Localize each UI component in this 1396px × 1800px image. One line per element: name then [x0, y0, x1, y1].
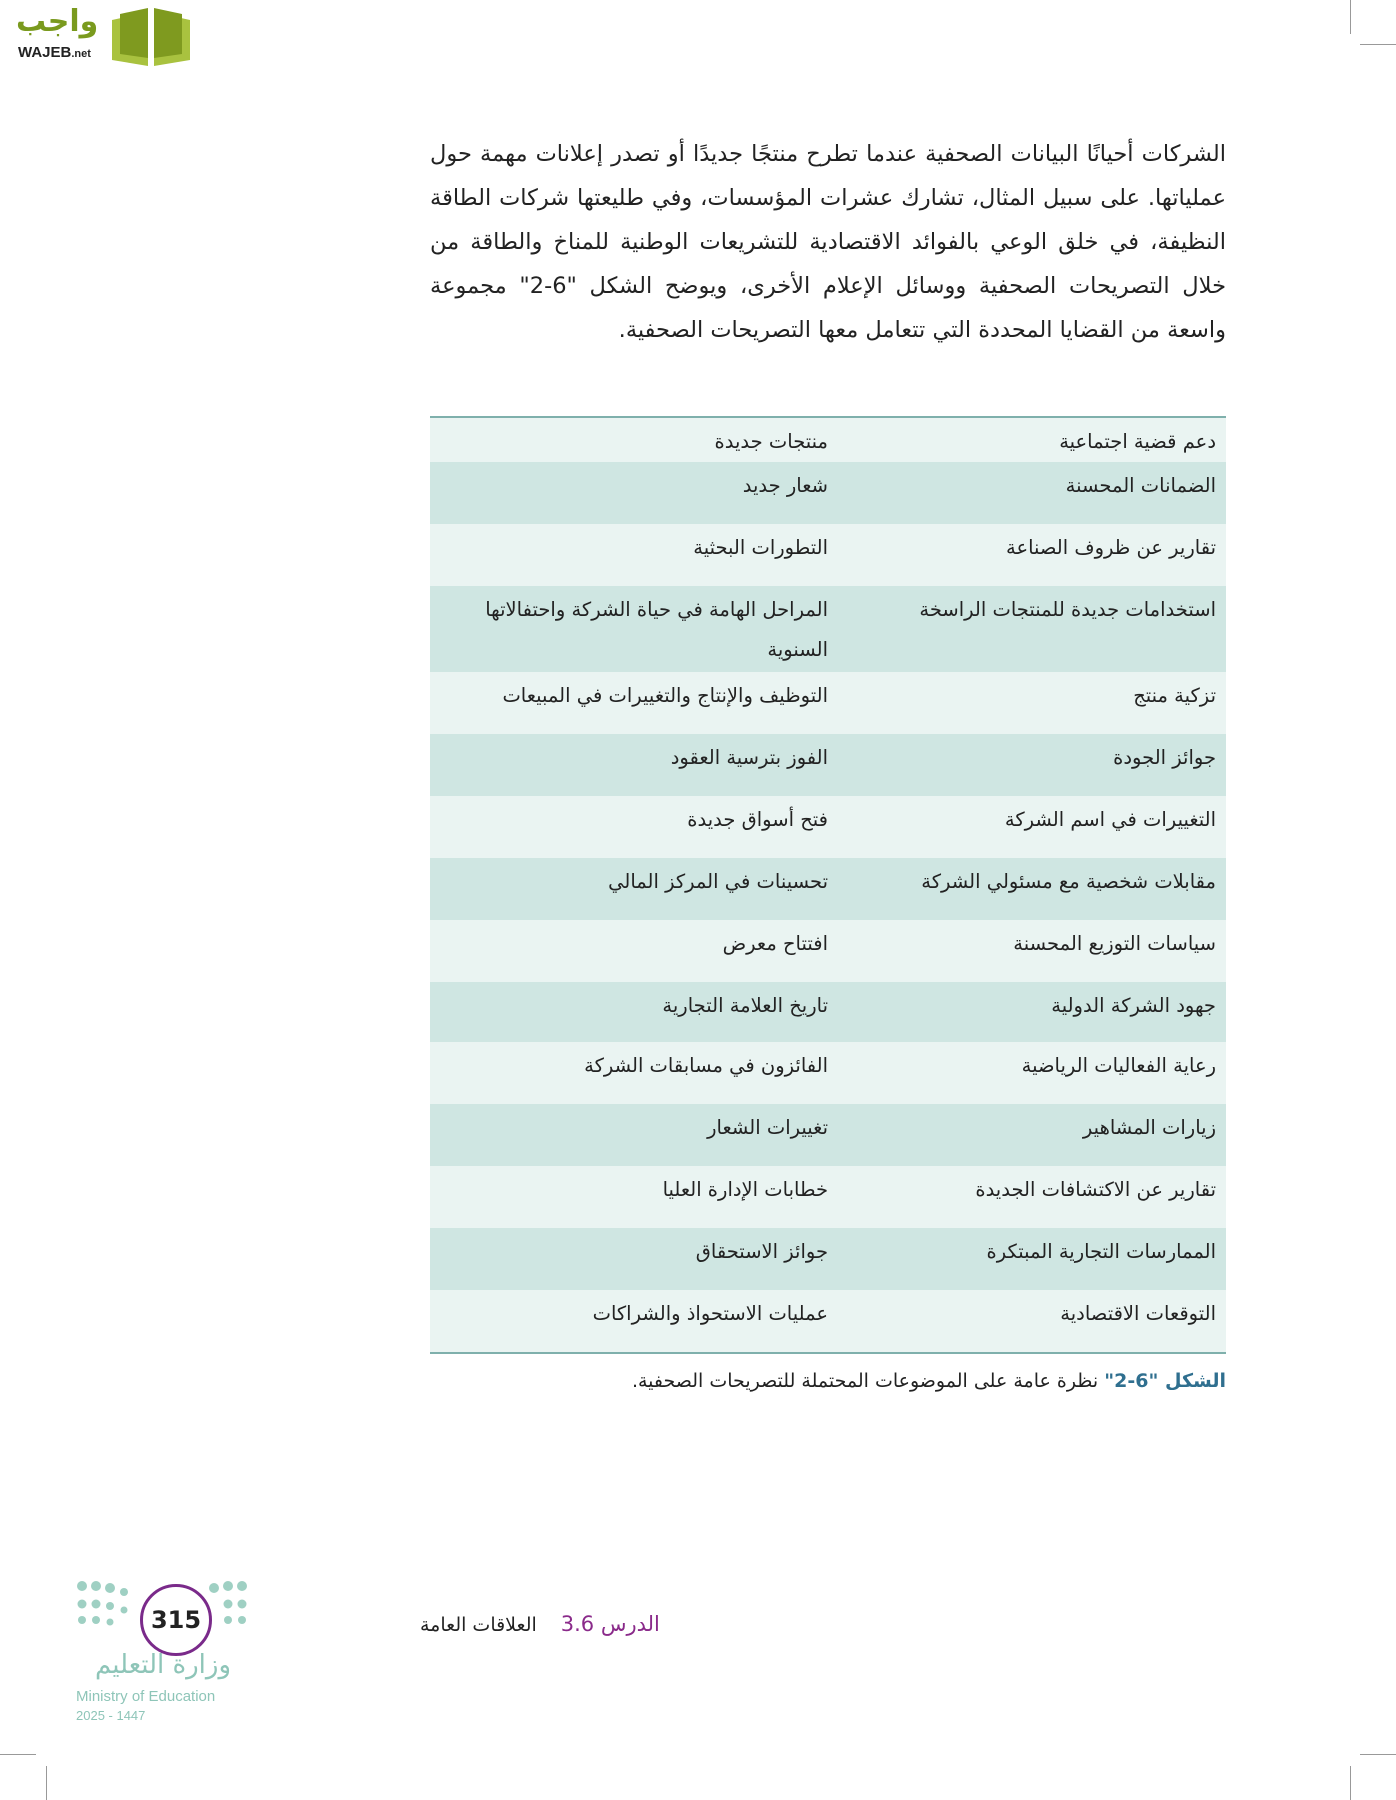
topic-cell-right: تزكية منتج: [1133, 684, 1216, 707]
topic-cell-left: فتح أسواق جديدة: [687, 808, 828, 831]
topic-cell-left: التوظيف والإنتاج والتغييرات في المبيعات: [502, 684, 828, 707]
topic-cell-right: الضمانات المحسنة: [1065, 474, 1216, 497]
ministry-logo: [74, 1578, 250, 1738]
topic-cell-left: المراحل الهامة في حياة الشركة واحتفالاتها السنوية: [485, 598, 828, 661]
press-topics-table: [430, 416, 1226, 1354]
topic-cell-left: تحسينات في المركز المالي: [608, 870, 828, 893]
logo-latin-text: WAJEB: [18, 44, 72, 61]
figure-label: الشكل "6-2": [1104, 1370, 1226, 1392]
table-row: [430, 524, 1226, 586]
topic-cell-left: افتتاح معرض: [722, 932, 828, 955]
table-row: [430, 586, 1226, 672]
table-row: [430, 418, 1226, 462]
body-paragraph: الشركات أحيانًا البيانات الصحفية عندما تطرح منتجًا جديدًا أو تصدر إعلانات مهمة حول عملياتها. على سبيل المثال، تشارك عشرات المؤسسات، وفي طليعتها شركات الطاقة النظيفة، في خلق الوعي بالفوائد الاقتصادية للتشريعات الوطنية للمناخ والطاقة من خلال التصريحات الصحفية ووسائل الإعلام الأخرى، ويوضح الشكل "6-2" مجموعة واسعة من القضايا المحددة التي تتعامل معها التصريحات الصحفية.: [430, 141, 1226, 343]
topic-cell-right: استخدامات جديدة للمنتجات الراسخة: [919, 598, 1216, 621]
logo-suffix: .net: [71, 48, 91, 60]
topic-cell-left: شعار جديد: [742, 474, 828, 497]
table-row: [430, 1228, 1226, 1290]
topic-cell-left: خطابات الإدارة العليا: [662, 1178, 828, 1201]
logo-arabic: واجب: [16, 4, 99, 39]
table-row: [430, 1290, 1226, 1352]
table-row: [430, 1166, 1226, 1228]
topic-cell-left: تغييرات الشعار: [707, 1116, 828, 1139]
academic-year: 2025 - 1447: [76, 1708, 146, 1723]
topic-cell-right: دعم قضية اجتماعية: [1059, 430, 1216, 453]
logo-latin: [18, 44, 91, 61]
ministry-arabic: وزارة التعليم: [94, 1650, 232, 1680]
topic-cell-right: التوقعات الاقتصادية: [1060, 1302, 1216, 1325]
figure-caption: [430, 1370, 1226, 1392]
ministry-english: Ministry of Education: [76, 1688, 216, 1705]
topic-cell-right: زيارات المشاهير: [1082, 1116, 1216, 1139]
topic-cell-left: منتجات جديدة: [714, 430, 828, 453]
topic-cell-right: تقارير عن الاكتشافات الجديدة: [975, 1178, 1216, 1201]
topic-cell-right: جوائز الجودة: [1113, 746, 1216, 769]
topic-cell-right: مقابلات شخصية مع مسئولي الشركة: [921, 870, 1216, 893]
topic-cell-left: عمليات الاستحواذ والشراكات: [592, 1302, 828, 1325]
lesson-title: العلاقات العامة: [420, 1614, 537, 1636]
topic-cell-right: سياسات التوزيع المحسنة: [1013, 932, 1216, 955]
topic-cell-left: الفائزون في مسابقات الشركة: [584, 1054, 828, 1077]
topic-cell-right: تقارير عن ظروف الصناعة: [1005, 536, 1216, 559]
topic-cell-left: جوائز الاستحقاق: [695, 1240, 828, 1263]
topic-cell-right: جهود الشركة الدولية: [1051, 994, 1216, 1017]
table-row: [430, 734, 1226, 796]
figure-caption-text: نظرة عامة على الموضوعات المحتملة للتصريحات الصحفية.: [631, 1370, 1105, 1392]
topic-cell-right: الممارسات التجارية المبتكرة: [986, 1240, 1216, 1263]
table-row: [430, 858, 1226, 920]
wajeb-logo: [8, 4, 194, 68]
table-row: [430, 796, 1226, 858]
topic-cell-right: التغييرات في اسم الشركة: [1004, 808, 1216, 831]
lesson-footer: [420, 1612, 660, 1636]
table-row: [430, 1042, 1226, 1104]
table-row: [430, 920, 1226, 982]
lesson-label: الدرس 3.6: [560, 1612, 660, 1636]
topic-cell-right: رعاية الفعاليات الرياضية: [1021, 1054, 1216, 1077]
book-icon: [108, 6, 194, 68]
topic-cell-left: تاريخ العلامة التجارية: [662, 994, 828, 1017]
topic-cell-left: الفوز بترسية العقود: [670, 746, 828, 769]
topic-cell-left: التطورات البحثية: [693, 536, 828, 559]
page-number: 315: [140, 1584, 212, 1656]
table-row: [430, 672, 1226, 734]
table-row: [430, 1104, 1226, 1166]
table-row: [430, 982, 1226, 1042]
table-row: [430, 462, 1226, 524]
